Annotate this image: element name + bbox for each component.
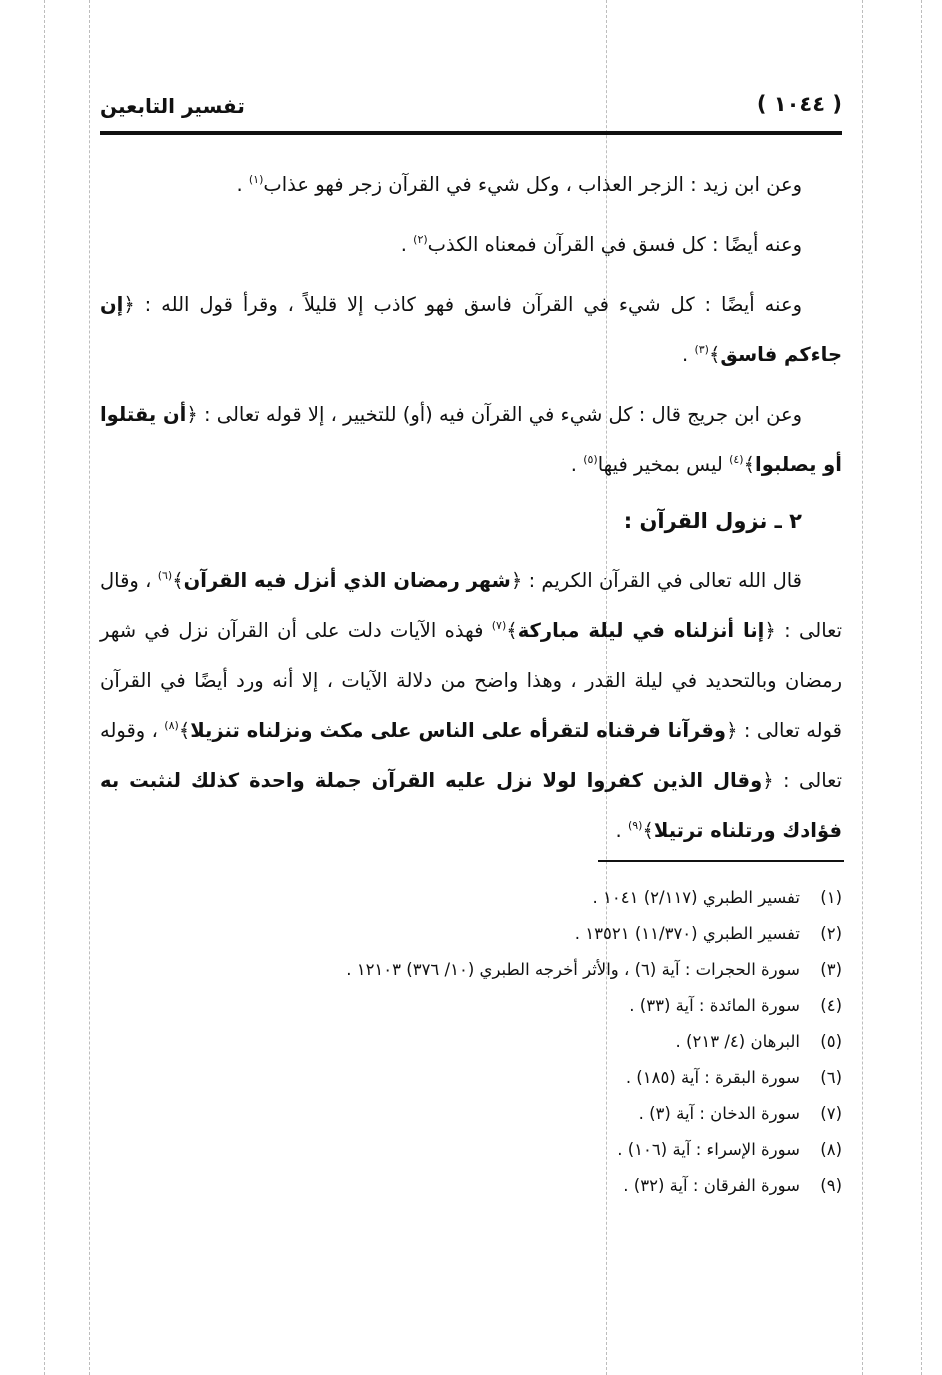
footnote-ref: (١) (248, 173, 264, 186)
paragraph-end: . (570, 453, 584, 476)
footnote-ref: (٩) (627, 819, 643, 832)
scan-guide-line (921, 0, 922, 1375)
ornate-bracket-open: ﴿ (186, 403, 198, 426)
ornate-bracket-close: ﴾ (708, 343, 721, 366)
ornate-bracket-close: ﴾ (506, 619, 518, 642)
paragraph-end: . (682, 343, 695, 366)
footnote-ref: (٧) (491, 619, 507, 632)
ornate-bracket-close: ﴾ (642, 819, 654, 842)
footnote-text: سورة الحجرات : آية (٦) ، والأثر أخرجه الطبري (١٠/ ٣٧٦) ١٢١٠٣ . (346, 960, 800, 979)
footnote-ref: (٨) (164, 719, 179, 732)
book-title: تفسير التابعين (100, 94, 245, 118)
quran-quote: إن جاءكم فاسق (100, 293, 842, 366)
quran-quote: وقرآنا فرقناه لتقرأه على الناس على مكث ونزلناه تنزيلا (190, 719, 727, 742)
footnote-number: (٤) (820, 996, 842, 1015)
ornate-bracket-open: ﴿ (726, 719, 738, 742)
page-header (100, 92, 842, 122)
footnote-number: (٥) (820, 1032, 842, 1051)
paragraph (100, 556, 842, 856)
quran-quote: شهر رمضان الذي أنزل فيه القرآن (183, 569, 511, 592)
paragraph-text: فهذه الآيات دلت على أن القرآن نزل في شهر رمضان وبالتحديد في ليلة القدر ، وهذا واضح من دلالة الآيات ، إلا أنه ورد أيضًا في القرآن قوله تعالى : (100, 619, 843, 742)
section-heading: ٢ ـ نزول القرآن : (623, 509, 802, 533)
footnote-number: (٧) (820, 1104, 842, 1123)
footnote-text: سورة الفرقان : آية (٣٢) . (623, 1176, 800, 1195)
footnote-item (100, 1024, 842, 1060)
paragraph-end: . (236, 173, 249, 196)
footnote-number: (٦) (820, 1068, 842, 1087)
footnote-text: تفسير الطبري (١١/٣٧٠) ١٣٥٢١ . (574, 924, 800, 943)
quran-quote: أن يقتلوا أو يصلبوا (100, 403, 842, 476)
ornate-bracket-open: ﴿ (764, 619, 776, 642)
footnote-text: سورة البقرة : آية (١٨٥) . (625, 1068, 800, 1087)
footnote-text: سورة المائدة : آية (٣٣) . (629, 996, 800, 1015)
paragraph-text: وعنه أيضًا : كل فسق في القرآن فمعناه الكذب (427, 233, 802, 256)
paragraph-text: وعنه أيضًا : كل شيء في القرآن فاسق فهو كاذب إلا قليلاً ، وقرأ قول الله : (134, 293, 802, 316)
ornate-bracket-open: ﴿ (123, 293, 135, 316)
footnote-item (100, 916, 842, 952)
footnote-item (100, 1096, 842, 1132)
footnote-ref: (٥) (583, 453, 598, 466)
footnote-number: (١) (820, 888, 842, 907)
ornate-bracket-close: ﴾ (178, 719, 191, 742)
footnote-number: (٣) (820, 960, 842, 979)
footnote-item (100, 952, 842, 988)
paragraph-text: قال الله تعالى في القرآن الكريم : (522, 569, 803, 592)
paragraph-text: وعن ابن جريج قال : كل شيء في القرآن فيه (أو) للتخيير ، إلا قوله تعالى : (197, 403, 802, 426)
quran-quote: إنا أنزلناه في ليلة مباركة (517, 619, 765, 642)
footnote-ref: (٦) (157, 569, 173, 582)
footnote-separator (598, 860, 844, 862)
ornate-bracket-open: ﴿ (510, 569, 523, 592)
scan-guide-line (89, 0, 90, 1375)
footnote-item (100, 1168, 842, 1204)
ornate-bracket-close: ﴾ (743, 453, 756, 476)
paragraph-end: . (615, 819, 628, 842)
paragraph (100, 160, 842, 210)
paragraph (100, 220, 842, 270)
footnote-text: البرهان (٤/ ٢١٣) . (675, 1032, 800, 1051)
footnote-item (100, 1060, 842, 1096)
footnote-item (100, 988, 842, 1024)
main-text (100, 160, 842, 866)
page-number: ( ١٠٤٤ ) (756, 92, 842, 116)
footnotes (100, 880, 842, 1204)
paragraph-end: . (400, 233, 414, 256)
footnote-text: سورة الإسراء : آية (١٠٦) . (617, 1140, 800, 1159)
paragraph-text: وعن ابن زيد : الزجر العذاب ، وكل شيء في القرآن زجر فهو عذاب (263, 173, 802, 196)
ornate-bracket-open: ﴿ (762, 769, 774, 792)
footnote-ref: (٢) (413, 233, 428, 246)
scan-guide-line (862, 0, 863, 1375)
scan-guide-line (44, 0, 45, 1375)
footnote-ref: (٣) (694, 343, 709, 356)
paragraph-text: ليس بمخير فيها (597, 453, 730, 476)
paragraph (100, 390, 842, 490)
paragraph-text: ، وقال تعالى : (100, 569, 843, 642)
footnote-number: (٢) (820, 924, 842, 943)
footnote-number: (٨) (820, 1140, 842, 1159)
footnote-ref: (٤) (729, 453, 744, 466)
header-rule (100, 131, 842, 135)
quran-quote: وقال الذين كفروا لولا نزل عليه القرآن جملة واحدة كذلك لنثبت به فؤادك ورتلناه ترتيلا (100, 769, 842, 842)
footnote-text: تفسير الطبري (٢/١١٧) ١٠٤١ . (592, 888, 800, 907)
footnote-number: (٩) (820, 1176, 842, 1195)
footnote-item (100, 1132, 842, 1168)
footnote-item (100, 880, 842, 916)
ornate-bracket-close: ﴾ (172, 569, 184, 592)
paragraph-text: ، وقوله تعالى : (100, 719, 842, 792)
paragraph (100, 280, 842, 380)
footnote-text: سورة الدخان : آية (٣) . (638, 1104, 800, 1123)
